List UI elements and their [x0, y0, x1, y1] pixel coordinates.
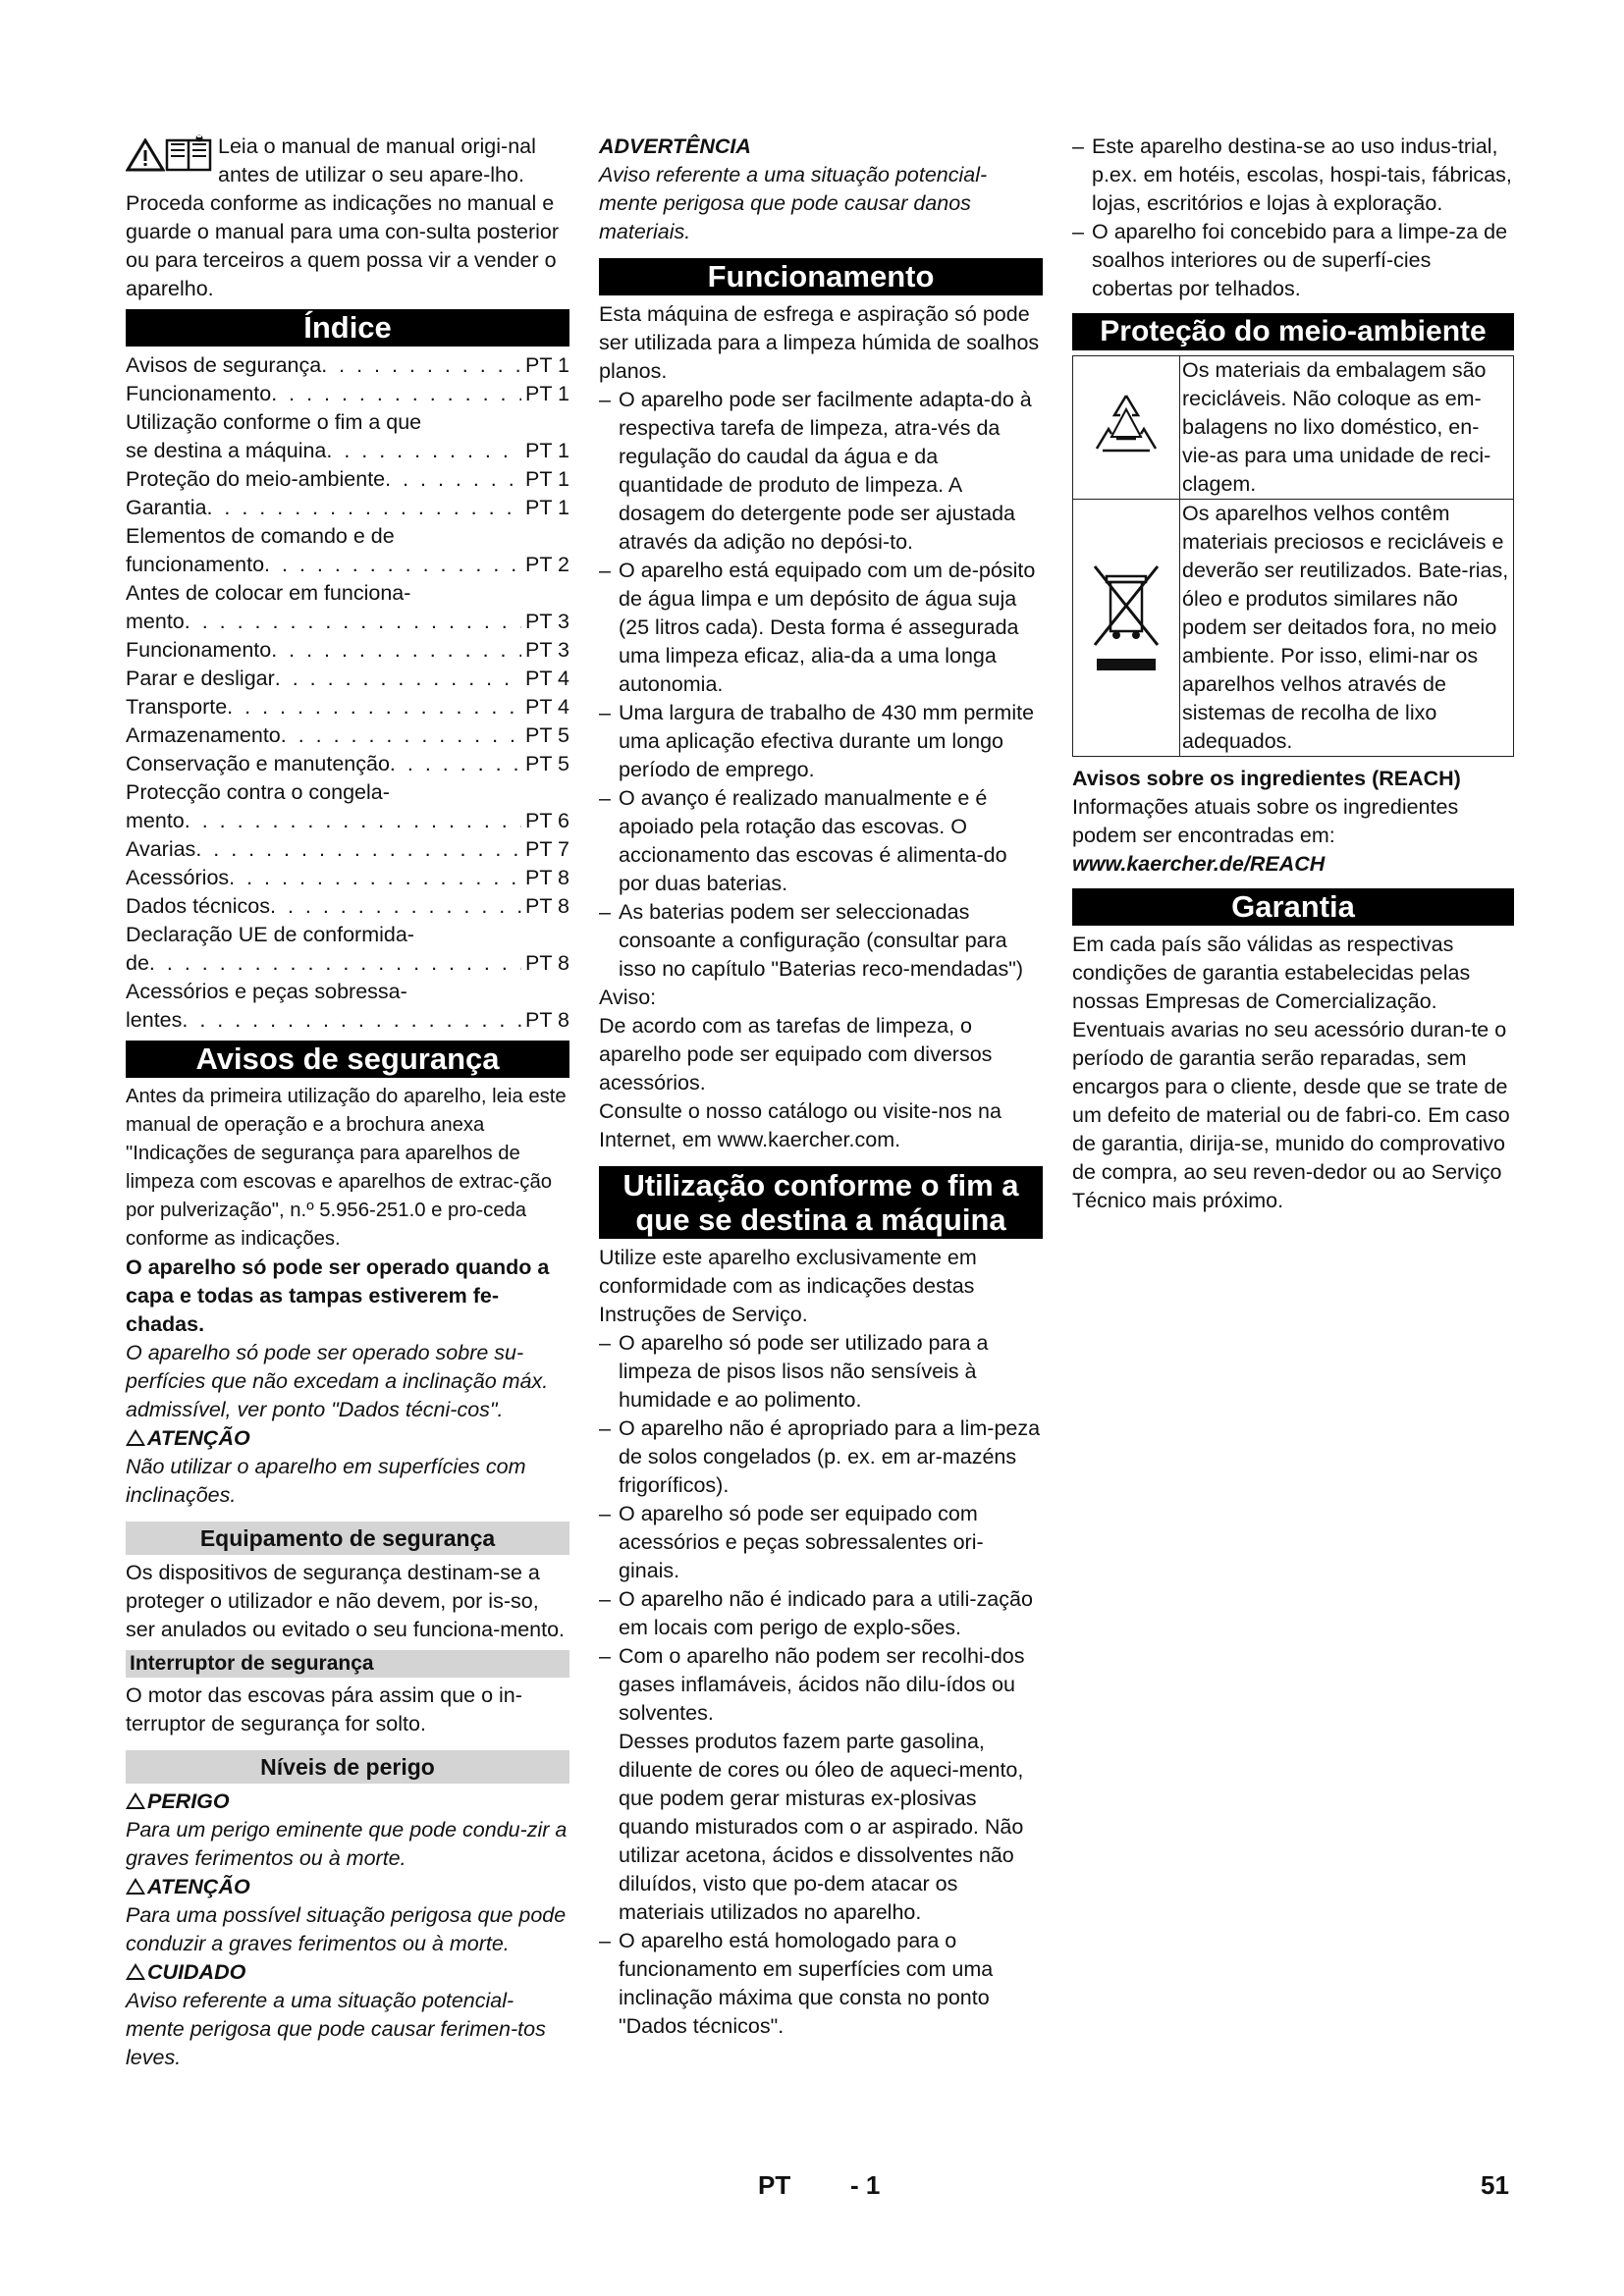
toc-entry-page: PT 4	[524, 667, 569, 690]
toc-leader-dots	[149, 949, 521, 978]
toc-entry-page: PT 8	[524, 866, 569, 889]
safety-intro: Antes da primeira utilização do aparelho, leia este manual de operação e a brochura anexa "Indicações de segurança para aparelhos de limpeza com escovas e aparelhos de extrac-ção por pulverização", n.º 5.956-251.0 e pro-ceda conforme as indicações.	[126, 1086, 567, 1250]
environment-old-devices-text: Os aparelhos velhos contêm materiais preciosos e recicláveis e deverão ser reutilizados. Bate-rias, óleo e produtos similares não podem ser deitados fora, no meio ambiente. Por isso, elimi-nar os aparelhos velhos através de sistemas de recolha de lixo adequados.	[1180, 500, 1514, 757]
intended-use-list	[599, 1329, 1043, 1728]
toc-entry-page: PT 5	[524, 723, 569, 747]
toc-entry[interactable]	[126, 778, 569, 807]
list-item: – O aparelho só pode ser equipado com acessórios e peças sobressalentes ori-ginais.	[599, 1500, 1043, 1585]
toc-entry-title: Funcionamento	[126, 382, 272, 405]
toc-entry[interactable]	[126, 494, 569, 522]
warning-triangle-icon	[126, 1878, 145, 1895]
intended-use-heading: Utilização conforme o fim a que se destina a máquina	[599, 1166, 1043, 1239]
toc-entry[interactable]	[126, 721, 569, 750]
toc-entry-title: Antes de colocar em funciona-	[126, 581, 411, 605]
toc-entry-title: funcionamento	[126, 553, 265, 576]
danger-title: PERIGO	[126, 1788, 569, 1816]
environment-heading: Proteção do meio-ambiente	[1072, 313, 1514, 350]
toc-entry-title: se destina a máquina	[126, 439, 327, 462]
toc-leader-dots	[185, 807, 521, 835]
safety-bold-note: O aparelho só pode ser operado quando a capa e todas as tampas estiverem fe-chadas.	[126, 1255, 550, 1336]
warning-triangle-icon	[126, 1792, 145, 1809]
note-text-1: De acordo com as tarefas de limpeza, o aparelho pode ser equipado com diversos acessórios.	[599, 1014, 993, 1095]
toc-leader-dots	[182, 1006, 521, 1035]
toc-leader-dots	[271, 636, 521, 665]
toc-leader-dots	[275, 665, 521, 693]
toc-entry[interactable]	[126, 693, 569, 721]
reach-text: Informações atuais sobre os ingredientes podem ser encontradas em:	[1072, 795, 1459, 847]
toc-leader-dots	[195, 835, 521, 864]
danger-levels-heading: Níveis de perigo	[126, 1750, 569, 1784]
toc-entry-title: Transporte	[126, 695, 228, 719]
toc-leader-dots	[227, 693, 521, 721]
toc-entry-title: Declaração UE de conformida-	[126, 923, 414, 946]
footer-lang: PT	[758, 2170, 791, 2200]
intro-text: Leia o manual de manual origi-nal antes de utilizar o seu apare-lho. Proceda conforme as indicações no manual e guarde o manual para uma con-sulta posterior ou para terceiros a quem possa vir a vender o aparelho.	[126, 134, 560, 300]
warranty-heading: Garantia	[1072, 888, 1514, 926]
advert-text: Aviso referente a uma situação potencial-mente perigosa que pode causar danos materiais.	[599, 163, 988, 243]
toc-entry[interactable]	[126, 921, 569, 949]
reach-title: Avisos sobre os ingredientes (REACH)	[1072, 767, 1461, 790]
toc-entry[interactable]	[126, 892, 569, 921]
list-item: – Uma largura de trabalho de 430 mm permite uma aplicação efectiva durante um longo período de emprego.	[599, 699, 1043, 784]
toc-entry-page: PT 8	[524, 894, 569, 918]
toc-leader-dots	[385, 465, 521, 494]
toc-entry-title: Conservação e manutenção	[126, 752, 390, 775]
toc-leader-dots	[229, 864, 521, 892]
recycle-icon	[1073, 356, 1180, 500]
toc-entry-title: Avarias	[126, 837, 196, 861]
attention2-title: ATENÇÃO	[126, 1873, 569, 1901]
advert-title: ADVERTÊNCIA	[599, 134, 751, 158]
environment-table	[1072, 355, 1514, 757]
column-2	[599, 133, 1043, 2041]
warranty-text: Em cada país são válidas as respectivas condições de garantia estabelecidas pelas nossas Empresas de Comercialização. Eventuais avarias no seu acessório duran-te o período de garantia serão reparadas, sem encargos para o cliente, desde que se trate de um defeito de material ou de fabri-co. Em caso de garantia, dirija-se, munido do comprovativo de compra, ao seu reven-dedor ou ao Serviço Técnico mais próximo.	[1072, 933, 1510, 1212]
toc-entry-page: PT 5	[524, 752, 569, 775]
toc-entry[interactable]	[126, 579, 569, 608]
toc-entry-title: Avisos de segurança	[126, 353, 322, 377]
toc-entry-page: PT 7	[524, 837, 569, 861]
list-item: – O aparelho não é apropriado para a lim-peza de solos congelados (p. ex. em ar-mazéns frigoríficos).	[599, 1415, 1043, 1500]
safety-heading: Avisos de segurança	[126, 1041, 569, 1078]
equipment-heading: Equipamento de segurança	[126, 1522, 569, 1555]
toc-entry-page: PT 2	[524, 553, 569, 576]
note-label: Aviso:	[599, 986, 657, 1009]
toc-entry-title: Parar e desligar	[126, 667, 275, 690]
footer-page-number: 51	[1481, 2170, 1509, 2200]
toc-entry-title: Elementos de comando e de	[126, 524, 395, 548]
toc-entry[interactable]	[126, 351, 569, 380]
crossed-bin-icon	[1073, 500, 1180, 757]
toc-leader-dots	[281, 721, 521, 750]
toc-leader-dots	[206, 494, 521, 522]
list-item: – Este aparelho destina-se ao uso indus-trial, p.ex. em hotéis, escolas, hospi-tais, fábricas, lojas, escritórios e lojas à exploração.	[1072, 133, 1514, 218]
list-item: – Com o aparelho não podem ser recolhi-dos gases inflamáveis, ácidos não dilu-ídos ou solventes.	[599, 1642, 1043, 1728]
intended-use-list-cont	[1072, 133, 1514, 303]
toc-leader-dots	[321, 351, 521, 380]
toc-entry-title: Armazenamento	[126, 723, 281, 747]
toc-entry-title: Protecção contra o congela-	[126, 780, 390, 804]
attention2-text: Para uma possível situação perigosa que pode conduzir a graves ferimentos ou à morte.	[126, 1903, 567, 1955]
toc-entry-title: mento	[126, 809, 185, 832]
toc-entry-page: PT 1	[524, 382, 569, 405]
toc-entry-page: PT 1	[524, 439, 569, 462]
toc-leader-dots	[185, 608, 521, 636]
toc-entry[interactable]	[126, 864, 569, 892]
toc-entry-title: Proteção do meio-ambiente	[126, 467, 386, 491]
caution-text: Aviso referente a uma situação potencial-mente perigosa que pode causar ferimen-tos leves.	[126, 1989, 546, 2069]
footer-page-local: - 1	[850, 2170, 881, 2200]
column-1	[126, 133, 569, 2072]
switch-heading: Interruptor de segurança	[126, 1650, 569, 1678]
toc-entry-title: mento	[126, 610, 185, 633]
warning-triangle-icon	[126, 138, 165, 172]
toc-entry[interactable]	[126, 665, 569, 693]
toc-entry[interactable]	[126, 835, 569, 864]
toc-entry-title: Garantia	[126, 496, 207, 519]
toc-entry[interactable]	[126, 551, 569, 579]
list-item: – O avanço é realizado manualmente e é apoiado pela rotação das escovas. O accionamento das escovas é alimenta-do por duas baterias.	[599, 784, 1043, 898]
warning-triangle-icon	[126, 1429, 145, 1446]
toc-entry[interactable]	[126, 807, 569, 835]
toc-entry[interactable]	[126, 522, 569, 551]
warning-manual-icons	[126, 134, 212, 172]
toc-leader-dots	[271, 380, 521, 408]
function-list	[599, 386, 1043, 984]
toc-leader-dots	[270, 892, 521, 921]
manual-book-icon	[165, 134, 212, 172]
reach-link[interactable]: www.kaercher.de/REACH	[1072, 852, 1326, 876]
toc-entry-title: lentes	[126, 1008, 183, 1032]
list-item: – O aparelho não é indicado para a utili-zação em locais com perigo de explo-sões.	[599, 1585, 1043, 1642]
toc-entry-page: PT 1	[524, 353, 569, 377]
toc-leader-dots	[264, 551, 521, 579]
attention-text: Não utilizar o aparelho em superfícies com inclinações.	[126, 1455, 526, 1507]
toc-entry[interactable]	[126, 978, 569, 1006]
toc-entry[interactable]	[126, 608, 569, 636]
toc-entry-title: de	[126, 951, 149, 975]
toc-entry-page: PT 3	[524, 638, 569, 662]
intended-use-sub: Desses produtos fazem parte gasolina, diluente de cores ou óleo de aqueci-mento, que podem gerar misturas ex-plosivas quando misturados com o ar aspirado. Não utilizar acetona, ácidos e dissolventes não diluídos, visto que po-dem atacar os materiais utilizados no aparelho.	[619, 1730, 1024, 1924]
toc-entry[interactable]	[126, 949, 569, 978]
toc-entry-title: Utilização conforme o fim a que	[126, 410, 422, 434]
toc-entry-title: Acessórios e peças sobressa-	[126, 980, 407, 1003]
toc-entry[interactable]	[126, 1006, 569, 1035]
toc-entry-page: PT 4	[524, 695, 569, 719]
toc-entry-page: PT 8	[524, 951, 569, 975]
intended-use-intro: Utilize este aparelho exclusivamente em conformidade com as indicações destas Instruções de Serviço.	[599, 1246, 977, 1326]
note-text-2: Consulte o nosso catálogo ou visite-nos na Internet, em www.kaercher.com.	[599, 1099, 1001, 1151]
toc-entry-page: PT 8	[524, 1008, 569, 1032]
environment-packaging-text: Os materiais da embalagem são recicláveis. Não coloque as em-balagens no lixo doméstico, en-vie-as para uma unidade de reci-clagem.	[1180, 356, 1514, 500]
caution-title: CUIDADO	[126, 1958, 569, 1987]
list-item: – O aparelho foi concebido para a limpe-za de soalhos interiores ou de superfí-cies cobertas por telhados.	[1072, 218, 1514, 303]
toc-entry[interactable]	[126, 636, 569, 665]
warning-triangle-icon	[126, 1963, 145, 1980]
toc-heading: Índice	[126, 309, 569, 347]
toc-entry[interactable]	[126, 465, 569, 494]
equipment-text: Os dispositivos de segurança destinam-se a proteger o utilizador e não devem, por is-so, ser anulados ou evitado o seu funciona-mento.	[126, 1561, 566, 1641]
toc-entry-title: Acessórios	[126, 866, 230, 889]
intended-use-last: – O aparelho está homologado para o funcionamento em superfícies com uma inclinação máxima que consta no ponto "Dados técnicos".	[599, 1927, 1043, 2041]
toc-entry[interactable]	[126, 437, 569, 465]
list-item: – As baterias podem ser seleccionadas consoante a configuração (consultar para isso no capítulo "Baterias reco-mendadas")	[599, 898, 1043, 984]
toc-entry-title: Funcionamento	[126, 638, 272, 662]
toc-entry-title: Dados técnicos	[126, 894, 270, 918]
toc-entry[interactable]	[126, 380, 569, 408]
toc-entry[interactable]	[126, 750, 569, 778]
toc-leader-dots	[326, 437, 521, 465]
list-item: – O aparelho está equipado com um de-pósito de água limpa e um depósito de água suja (25 litros cada). Desta forma é assegurada uma limpeza eficaz, alia-da a uma longa autonomia.	[599, 557, 1043, 699]
list-item: – O aparelho só pode ser utilizado para a limpeza de pisos lisos não sensíveis à humidade e ao polimento.	[599, 1329, 1043, 1415]
toc-entry-page: PT 1	[524, 467, 569, 491]
intro	[126, 133, 569, 303]
attention-title: ATENÇÃO	[126, 1424, 569, 1453]
toc-entry-page: PT 3	[524, 610, 569, 633]
function-intro: Esta máquina de esfrega e aspiração só pode ser utilizada para a limpeza húmida de soalhos planos.	[599, 302, 1040, 383]
column-3	[1072, 133, 1514, 1215]
table-of-contents	[126, 351, 569, 1035]
toc-entry-page: PT 1	[524, 496, 569, 519]
switch-text: O motor das escovas pára assim que o in-terruptor de segurança for solto.	[126, 1683, 522, 1735]
toc-entry-page: PT 6	[524, 809, 569, 832]
danger-text: Para um perigo eminente que pode condu-zir a graves ferimentos ou à morte.	[126, 1818, 568, 1870]
function-heading: Funcionamento	[599, 258, 1043, 295]
toc-entry[interactable]	[126, 408, 569, 437]
safety-italic-note: O aparelho só pode ser operado sobre su-perfícies que não excedam a inclinação máx. admissível, ver ponto "Dados técni-cos".	[126, 1341, 549, 1421]
toc-leader-dots	[390, 750, 521, 778]
list-item: – O aparelho pode ser facilmente adapta-do à respectiva tarefa de limpeza, atra-vés da regulação do caudal da água e da quantidade de produto de limpeza. A dosagem do detergente pode ser ajustada através da adição no depósi-to.	[599, 386, 1043, 557]
